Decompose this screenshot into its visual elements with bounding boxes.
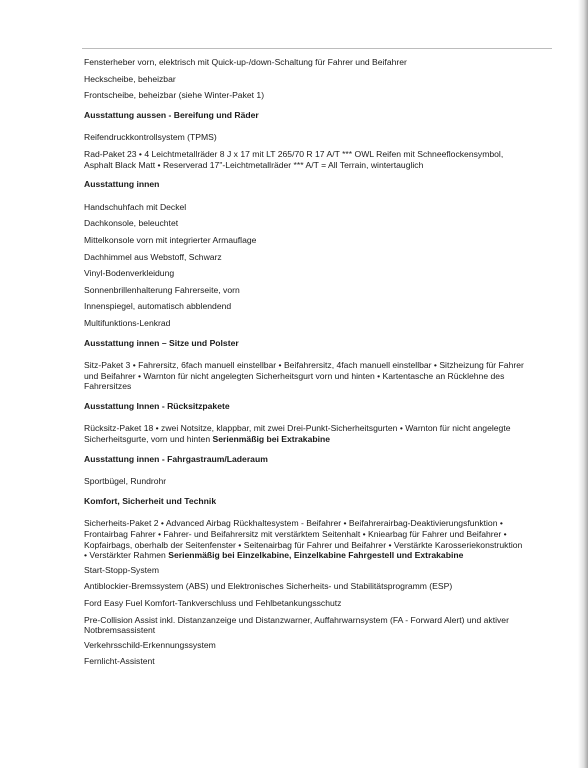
feature-line bbox=[84, 57, 526, 68]
section-heading bbox=[84, 401, 526, 412]
feature-paragraph bbox=[84, 149, 526, 170]
feature-paragraph-text: Rücksitz-Paket 18 • zwei Notsitze, klappbar, mit zwei Drei-Punkt-Sicherheitsgurten • Warnton für nicht angelegte Sicherheitsgurte, vorn und hinten bbox=[84, 423, 511, 445]
feature-line-text: Mittelkonsole vorn mit integrierter Armauflage bbox=[84, 234, 257, 245]
feature-line-text: Multifunktions-Lenkrad bbox=[84, 317, 171, 328]
section-heading-text: Komfort, Sicherheit und Technik bbox=[84, 495, 217, 506]
section-heading-text: Ausstattung innen bbox=[84, 179, 160, 190]
feature-line-text: Start-Stopp-System bbox=[84, 564, 159, 575]
feature-line-text: Sonnenbrillenhalterung Fahrerseite, vorn bbox=[84, 284, 240, 295]
feature-line-text: Vinyl-Bodenverkleidung bbox=[84, 268, 175, 279]
feature-line-text: Frontscheibe, beheizbar (siehe Winter-Paket 1) bbox=[84, 90, 265, 101]
feature-line bbox=[84, 132, 526, 143]
feature-paragraph-text: Sicherheits-Paket 2 • Advanced Airbag Rückhaltesystem - Beifahrer • Beifahrerairbag-Deaktivierungsfunktion • Frontairbag Fahrer • Fahrer- und Beifahrersitz mit verstärktem Seitenhalt • Kniearbag für Fahrer und Beifahrer • Kopfairbags, oberhalb der Seitenfenster • Seitenairbag für Fahrer und Beifahrer • Verstärkte Karosseriekonstruktion • Verstärkter Rahmen bbox=[84, 518, 523, 561]
feature-paragraph bbox=[84, 360, 526, 392]
feature-line-text: Innenspiegel, automatisch abblendend bbox=[84, 301, 232, 312]
feature-line bbox=[84, 285, 526, 296]
scan-edge-shadow bbox=[578, 0, 588, 768]
section-heading-text: Ausstattung aussen - Bereifung und Räder bbox=[84, 109, 259, 120]
top-divider bbox=[82, 48, 552, 49]
feature-line bbox=[84, 565, 526, 576]
section-heading-text: Ausstattung innen - Fahrgastraum/Laderaum bbox=[84, 453, 268, 464]
section-heading bbox=[84, 110, 526, 121]
feature-paragraph-text: Sitz-Paket 3 • Fahrersitz, 6fach manuell einstellbar • Beifahrersitz, 4fach manuell einstellbar • Sitzheizung für Fahrer und Beifahrer • Warnton für nicht angelegten Sicherheitsgurt vorn und hinten • Kartentasche an Rücklehne des Fahrersitzes bbox=[84, 360, 524, 392]
feature-line-text: Antiblockier-Bremssystem (ABS) und Elektronisches Sicherheits- und Stabilitätsprogramm (ESP) bbox=[84, 581, 453, 592]
section-heading-text: Ausstattung Innen - Rücksitzpakete bbox=[84, 400, 230, 411]
feature-line bbox=[84, 90, 526, 101]
feature-line-text: Handschuhfach mit Deckel bbox=[84, 201, 187, 212]
feature-line-text: Dachkonsole, beleuchtet bbox=[84, 218, 179, 229]
section-heading bbox=[84, 454, 526, 465]
section-heading bbox=[84, 338, 526, 349]
feature-line bbox=[84, 218, 526, 229]
feature-line-text: Fensterheber vorn, elektrisch mit Quick-up-/down-Schaltung für Fahrer und Beifahrer bbox=[84, 57, 407, 67]
feature-line bbox=[84, 235, 526, 246]
feature-line-text: Dachhimmel aus Webstoff, Schwarz bbox=[84, 251, 222, 262]
feature-line bbox=[84, 656, 526, 667]
feature-paragraph bbox=[84, 615, 526, 636]
document-content bbox=[84, 57, 526, 673]
feature-line bbox=[84, 268, 526, 279]
standard-equipment-note: Serienmäßig bei Einzelkabine, Einzelkabine Fahrgestell und Extrakabine bbox=[168, 550, 464, 561]
section-heading bbox=[84, 496, 526, 507]
feature-line bbox=[84, 202, 526, 213]
feature-line-text: Ford Easy Fuel Komfort-Tankverschluss und Fehlbetankungsschutz bbox=[84, 598, 342, 608]
feature-paragraph-text: Pre-Collision Assist inkl. Distanzanzeige und Distanzwarner, Auffahrwarnsystem (FA - Forward Alert) und aktiver Notbremsassistent bbox=[84, 614, 509, 636]
feature-line bbox=[84, 301, 526, 312]
feature-line bbox=[84, 581, 526, 592]
section-heading bbox=[84, 179, 526, 190]
feature-paragraph-text: Rad-Paket 23 • 4 Leichtmetallräder 8 J x 17 mit LT 265/70 R 17 A/T *** OWL Reifen mit Schneeflockensymbol, Asphalt Black Matt • Reserverad 17"-Leichtmetallräder *** A/T = All Terrain, wintertauglich bbox=[84, 148, 504, 170]
feature-paragraph bbox=[84, 423, 526, 444]
feature-line bbox=[84, 74, 526, 85]
feature-line bbox=[84, 598, 526, 609]
feature-paragraph bbox=[84, 518, 526, 560]
feature-line bbox=[84, 318, 526, 329]
feature-line bbox=[84, 252, 526, 263]
feature-line-text: Sportbügel, Rundrohr bbox=[84, 476, 167, 487]
section-heading-text: Ausstattung innen – Sitze und Polster bbox=[84, 337, 239, 348]
feature-line-text: Reifendruckkontrollsystem (TPMS) bbox=[84, 132, 217, 143]
feature-line-text: Fernlicht-Assistent bbox=[84, 656, 155, 667]
standard-equipment-note: Serienmäßig bei Extrakabine bbox=[212, 434, 331, 445]
feature-line-text: Heckscheibe, beheizbar bbox=[84, 73, 176, 84]
feature-line bbox=[84, 476, 526, 487]
feature-line-text: Verkehrsschild-Erkennungssystem bbox=[84, 639, 216, 650]
feature-line bbox=[84, 640, 526, 651]
